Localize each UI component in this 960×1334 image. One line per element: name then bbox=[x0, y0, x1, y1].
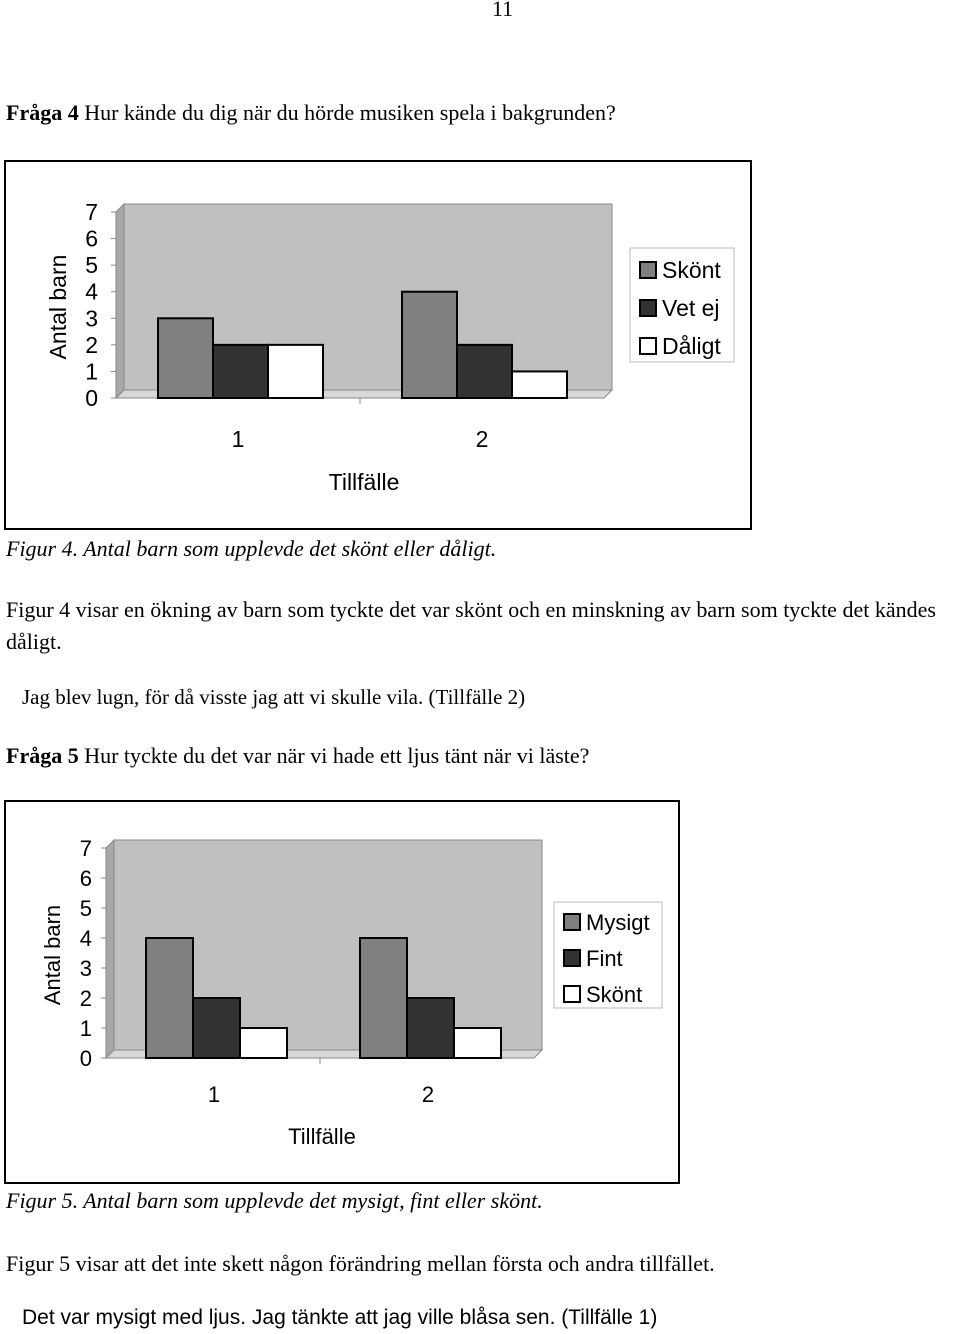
y-tick-label: 0 bbox=[79, 1046, 92, 1071]
legend-swatch bbox=[564, 914, 580, 930]
figure-4-svg bbox=[6, 162, 752, 530]
figure-5-paragraph: Figur 5 visar att det inte skett någon förändring mellan första och andra tillfället. bbox=[6, 1251, 715, 1276]
x-category-label: 1 bbox=[207, 1082, 221, 1107]
y-tick-label: 2 bbox=[85, 331, 98, 358]
bar-fint-2 bbox=[407, 998, 454, 1058]
legend-label: Mysigt bbox=[586, 910, 650, 935]
page-number: 11 bbox=[492, 0, 514, 21]
bar-d-ligt-1 bbox=[268, 345, 323, 398]
legend-label: Dåligt bbox=[662, 333, 721, 359]
y-tick-label: 1 bbox=[79, 1016, 92, 1041]
legend-label: Skönt bbox=[586, 982, 643, 1007]
bar-vet-ej-2 bbox=[457, 345, 512, 398]
y-tick-label: 7 bbox=[79, 836, 92, 861]
bar-sk-nt-2 bbox=[402, 292, 457, 398]
x-category-label: 1 bbox=[231, 426, 245, 452]
y-tick-label: 4 bbox=[79, 926, 92, 951]
figure-4-chart bbox=[4, 160, 752, 530]
quote-1: Jag blev lugn, för då visste jag att vi skulle vila. (Tillfälle 2) bbox=[22, 685, 526, 709]
bar-vet-ej-1 bbox=[213, 345, 268, 398]
x-axis-title: Tillfälle bbox=[328, 469, 400, 495]
x-category-label: 2 bbox=[475, 426, 489, 452]
y-axis-title: Antal barn bbox=[45, 254, 71, 360]
y-tick-label: 2 bbox=[79, 986, 92, 1011]
bar-mysigt-2 bbox=[360, 938, 407, 1058]
question-5-label: Fråga 5 bbox=[6, 743, 79, 768]
y-tick-label: 5 bbox=[79, 896, 92, 921]
bar-d-ligt-2 bbox=[512, 371, 567, 398]
y-tick-label: 6 bbox=[79, 866, 92, 891]
figure-5-chart bbox=[4, 800, 680, 1184]
legend-label: Vet ej bbox=[662, 295, 720, 321]
bar-fint-1 bbox=[193, 998, 240, 1058]
legend-swatch bbox=[640, 262, 656, 278]
x-category-label: 2 bbox=[421, 1082, 435, 1107]
question-5 bbox=[6, 743, 589, 769]
question-5-text: Hur tyckte du det var när vi hade ett ljus tänt när vi läste? bbox=[78, 743, 590, 768]
bar-sk-nt-1 bbox=[240, 1028, 287, 1058]
figure-5-svg bbox=[6, 802, 680, 1184]
figure-4-caption: Figur 4. Antal barn som upplevde det skönt eller dåligt. bbox=[6, 536, 497, 561]
bar-sk-nt-2 bbox=[454, 1028, 501, 1058]
legend-label: Fint bbox=[586, 946, 623, 971]
bar-mysigt-1 bbox=[146, 938, 193, 1058]
legend-label: Skönt bbox=[662, 257, 721, 283]
figure-5-caption: Figur 5. Antal barn som upplevde det mysigt, fint eller skönt. bbox=[6, 1188, 543, 1213]
x-axis-title: Tillfälle bbox=[288, 1124, 356, 1149]
y-tick-label: 1 bbox=[85, 358, 98, 385]
plot-side-wall bbox=[106, 840, 114, 1058]
question-4-label: Fråga 4 bbox=[6, 100, 79, 125]
y-tick-label: 7 bbox=[85, 199, 98, 225]
y-axis-title: Antal barn bbox=[40, 904, 65, 1006]
question-4-text: Hur kände du dig när du hörde musiken spela i bakgrunden? bbox=[78, 100, 616, 125]
y-tick-label: 6 bbox=[85, 225, 98, 252]
y-tick-label: 3 bbox=[79, 956, 92, 981]
y-tick-label: 4 bbox=[85, 278, 98, 305]
legend-swatch bbox=[640, 338, 656, 354]
legend-swatch bbox=[640, 300, 656, 316]
y-tick-label: 0 bbox=[85, 385, 98, 411]
y-tick-label: 5 bbox=[85, 252, 98, 279]
y-tick-label: 3 bbox=[85, 305, 98, 332]
legend-swatch bbox=[564, 950, 580, 966]
plot-side-wall bbox=[116, 204, 124, 398]
bar-sk-nt-1 bbox=[158, 318, 213, 398]
quote-2: Det var mysigt med ljus. Jag tänkte att jag ville blåsa sen. (Tillfälle 1) bbox=[22, 1306, 658, 1329]
legend-swatch bbox=[564, 986, 580, 1002]
figure-4-paragraph: Figur 4 visar en ökning av barn som tyckte det var skönt och en minskning av barn som tyckte det kändes dåligt. bbox=[6, 597, 936, 654]
question-4 bbox=[6, 100, 616, 126]
